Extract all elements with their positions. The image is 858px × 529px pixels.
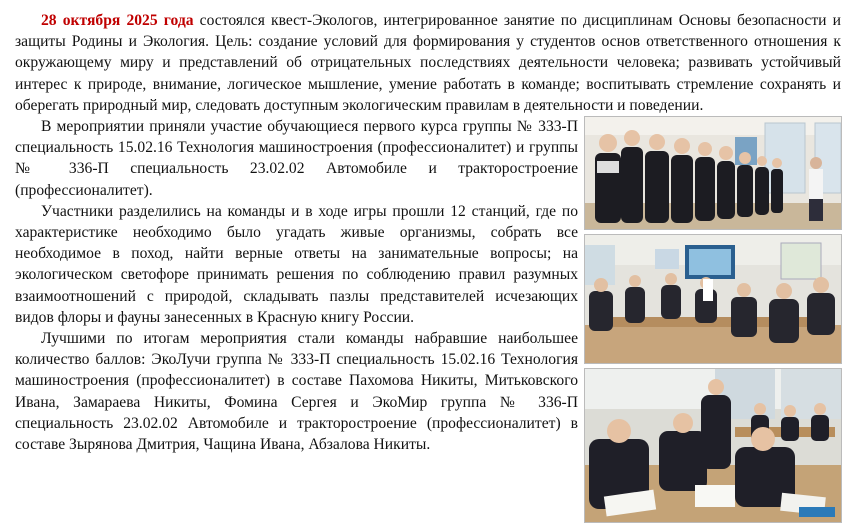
photo-students-at-desks <box>584 368 842 523</box>
photo-classroom-presentation <box>584 234 842 364</box>
photo-students-lineup <box>584 116 842 230</box>
intro-text: состоялся квест-Экологов, интегрированное занятие по дисциплинам Основы безопасности и защиты Родины и Экология. Цель: создание условий для формирования у студентов основ ответственного отношения к окружающему миру и представлений об отрицательных последствиях деятельности человека; развивать устойчивый интерес к природе, внимание, логическое мышление, умение работать в команде; воспитывать стремление сохранять и оберегать природный мир, следовать доступным экологическим правилам в деятельности и поведении. <box>15 12 841 114</box>
paragraph-participants: В мероприятии приняли участие обучающиеся первого курса группы № 333-П специальность 15.02.16 Технология машиностроения (профессионалитет) и группы № 336-П специальность 23.02.02 Автомобиле и тракторостроение (профессионалитет). <box>15 118 578 199</box>
paragraph-winners: Лучшими по итогам мероприятия стали команды набравшие наибольшее количество баллов: ЭкоЛучи группа № 333-П специальность 15.02.16 Технология машиностроения (профессионалитет) в составе Пахомова Никиты, Митьковского Ивана, Замараева Никиты, Фомина Сергея и ЭкоМир группа № 336-П специальность 23.02.02 Автомобиле и тракторостроение (профессионалитет) в составе Зырянова Дмитрия, Чащина Ивана, Абзалова Никиты. <box>15 330 578 454</box>
paragraph-stations: Участники разделились на команды и в ходе игры прошли 12 станций, где по характеристике необходимо было угадать живые организмы, собрать все необходимое в поход, найти верные ответы на занимательные вопросы; на экологическом светофоре принимать решения по соблюдению правил разумных взаимоотношений с природой, складывать пазлы представителей исчезающих видов флоры и фауны занесенных в Красную книгу России. <box>15 202 578 326</box>
paragraph-intro <box>15 10 841 116</box>
event-date: 28 октября 2025 года <box>41 12 194 29</box>
